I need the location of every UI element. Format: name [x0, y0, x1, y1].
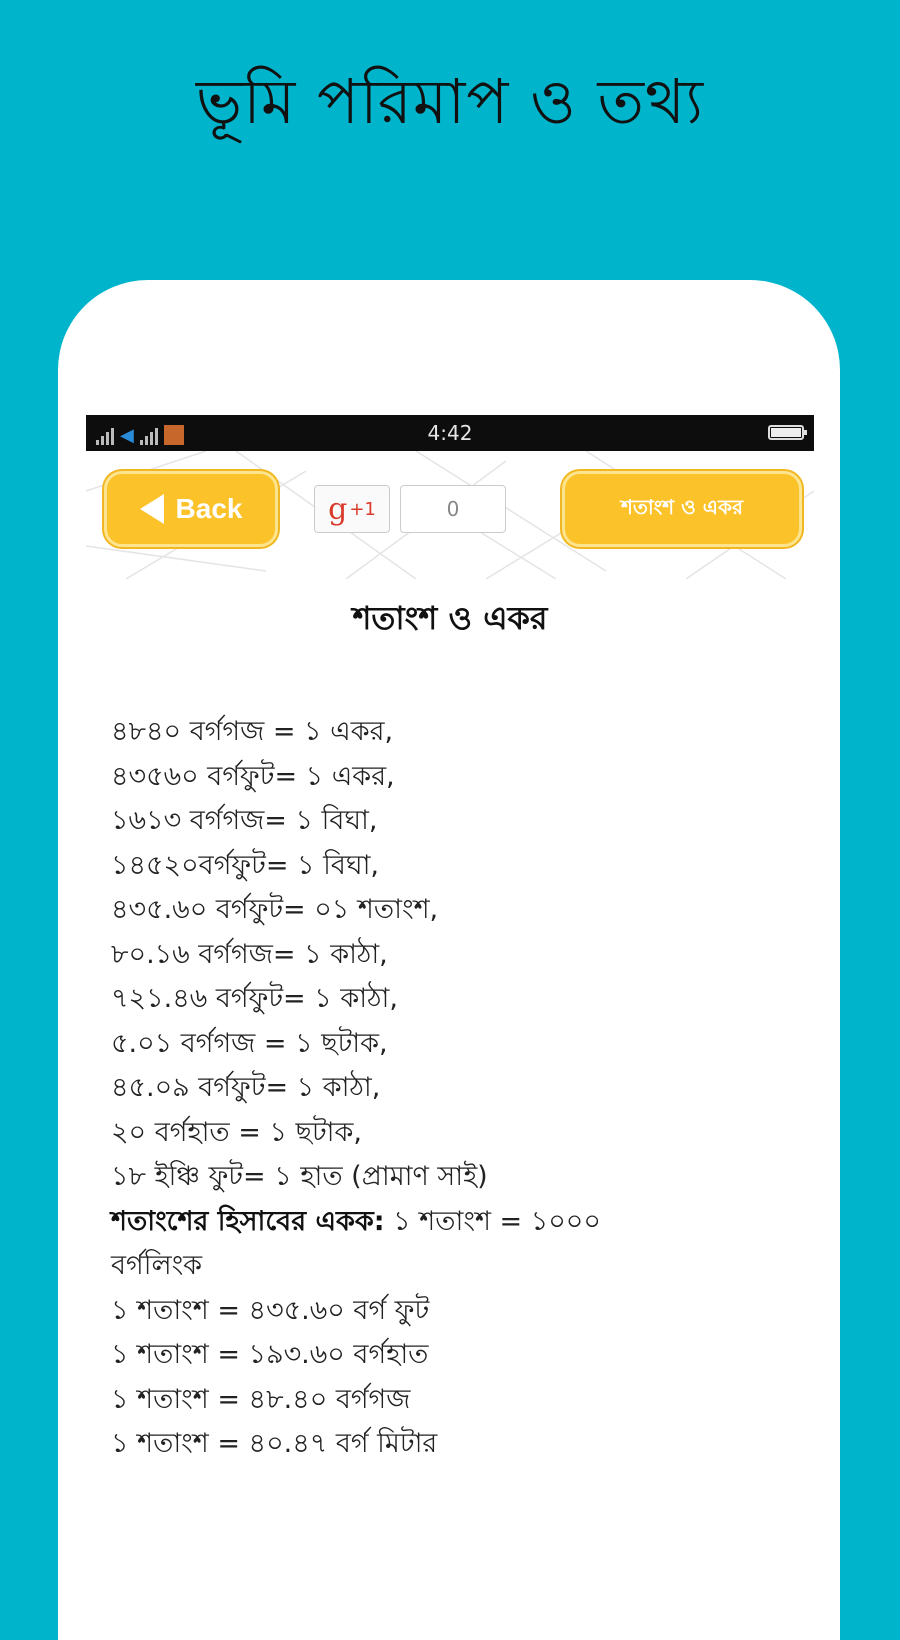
status-bar: [86, 415, 814, 451]
topic-button-label: শতাংশ ও একর: [621, 494, 743, 519]
unit-heading-line: [111, 1200, 711, 1245]
page-title: শতাংশ ও একর: [352, 599, 548, 637]
unit-heading: শতাংশের হিসাবের একক:: [111, 1205, 385, 1237]
google-plus-sup: +1: [349, 498, 376, 520]
content-line: ৮০.১৬ বর্গগজ= ১ কাঠা,: [111, 938, 388, 970]
content-line: ৪৩৫৬০ বর্গফুট= ১ একর,: [111, 760, 395, 792]
content-line: ১৬১৩ বর্গগজ= ১ বিঘা,: [111, 805, 378, 836]
content-line: ২০ বর্গহাত = ১ ছটাক,: [111, 1116, 362, 1148]
content-line: ৪৮৪০ বর্গগজ = ১ একর,: [111, 716, 394, 747]
back-arrow-icon: [140, 494, 164, 524]
unit-line: ১ শতাংশ = ৪৮.৪০ বর্গগজ: [111, 1383, 411, 1415]
back-button-label: Back: [175, 493, 243, 524]
content-line: ৪৫.০৯ বর্গফুট= ১ কাঠা,: [111, 1072, 381, 1103]
toolbar: [86, 451, 814, 579]
carrier-icon: ◀: [120, 425, 134, 446]
back-button[interactable]: [104, 471, 278, 547]
battery-icon: [768, 425, 804, 440]
unit-line: ১ শতাংশ = ৪০.৪৭ বর্গ মিটার: [111, 1428, 438, 1459]
content-line: ৫.০১ বর্গগজ = ১ ছটাক,: [111, 1027, 388, 1059]
promo-title: ভূমি পরিমাপ ও তথ্য: [195, 65, 705, 138]
google-plus-one-button[interactable]: [314, 485, 390, 533]
content-line: ১৮ ইঞ্চি ফুট= ১ হাত (প্রামাণ সাই): [111, 1161, 488, 1192]
content-line: ৭২১.৪৬ বর্গফুট= ১ কাঠা,: [111, 983, 398, 1014]
status-time: 4:42: [427, 421, 473, 445]
google-plus-icon: g: [328, 491, 348, 527]
unit-heading-cont: বর্গলিংক: [111, 1250, 203, 1281]
google-plus-count: 0: [400, 485, 506, 533]
topic-button[interactable]: [562, 471, 802, 547]
phone-frame: [58, 280, 840, 1640]
content-line: ৪৩৫.৬০ বর্গফুট= ০১ শতাংশ,: [111, 894, 439, 925]
app-screen: [86, 415, 814, 1615]
unit-line: ১ শতাংশ = ৪৩৫.৬০ বর্গ ফুট: [111, 1294, 430, 1326]
unit-heading-value: ১ শতাংশ = ১০০০: [384, 1205, 601, 1237]
content-line: ১৪৫২০বর্গফুট= ১ বিঘা,: [111, 849, 379, 881]
content-body: [111, 710, 711, 1467]
unit-line: ১ শতাংশ = ১৯৩.৬০ বর্গহাত: [111, 1339, 429, 1370]
